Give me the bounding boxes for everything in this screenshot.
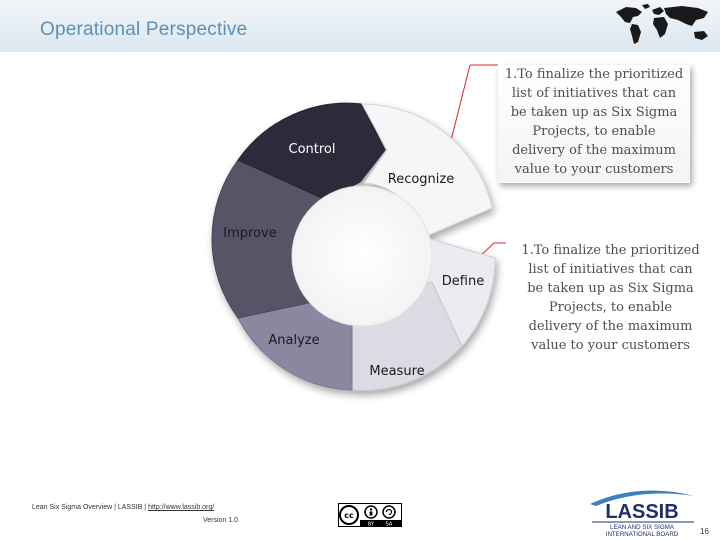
logo-line-1: LEAN AND SIX SIGMA	[610, 524, 674, 531]
logo-wordmark: LASSIB	[605, 501, 679, 523]
page-number: 16	[700, 527, 709, 536]
callout-line: 1.To finalize the prioritized	[521, 243, 700, 258]
label-recognize: Recognize	[387, 172, 455, 187]
cc-license-badge[interactable]	[338, 503, 402, 527]
callout-line: delivery of the maximum	[528, 319, 693, 334]
footer-version: Version 1.0	[203, 517, 239, 524]
label-control: Control	[288, 142, 336, 157]
label-measure: Measure	[369, 364, 425, 379]
lassib-logo	[588, 482, 698, 538]
callout-line: value to your customers	[514, 162, 674, 177]
footer-text	[32, 504, 214, 511]
callout-line: list of initiatives that can	[511, 86, 677, 101]
callout-line: value to your customers	[531, 338, 690, 353]
footer-label: Lean Six Sigma Overview | LASSIB |	[32, 504, 149, 511]
callout-line: delivery of the maximum	[512, 143, 676, 158]
cc-text: cc	[344, 511, 354, 520]
share-alike-icon	[383, 506, 395, 518]
footer-link[interactable]: http://www.lassib.org/	[148, 504, 215, 511]
slide-title: Operational Perspective	[40, 19, 248, 40]
callout-define	[508, 241, 713, 355]
callout-line: list of initiatives that can	[528, 262, 693, 277]
callout-line: be taken up as Six Sigma	[527, 281, 694, 296]
logo-line-2: INTERNATIONAL BOARD	[605, 531, 679, 538]
label-improve: Improve	[223, 226, 277, 241]
label-analyze: Analyze	[268, 333, 320, 348]
license-sa-text: SA	[385, 521, 393, 527]
license-by-text: BY	[367, 521, 375, 527]
callout-recognize	[498, 65, 690, 183]
label-define: Define	[441, 274, 485, 289]
callout-line: Projects, to enable	[548, 300, 673, 315]
callout-line: 1.To finalize the prioritized	[504, 67, 684, 82]
callout-line: Projects, to enable	[532, 124, 656, 139]
callout-line: be taken up as Six Sigma	[510, 105, 678, 120]
cycle-hub	[292, 186, 432, 326]
